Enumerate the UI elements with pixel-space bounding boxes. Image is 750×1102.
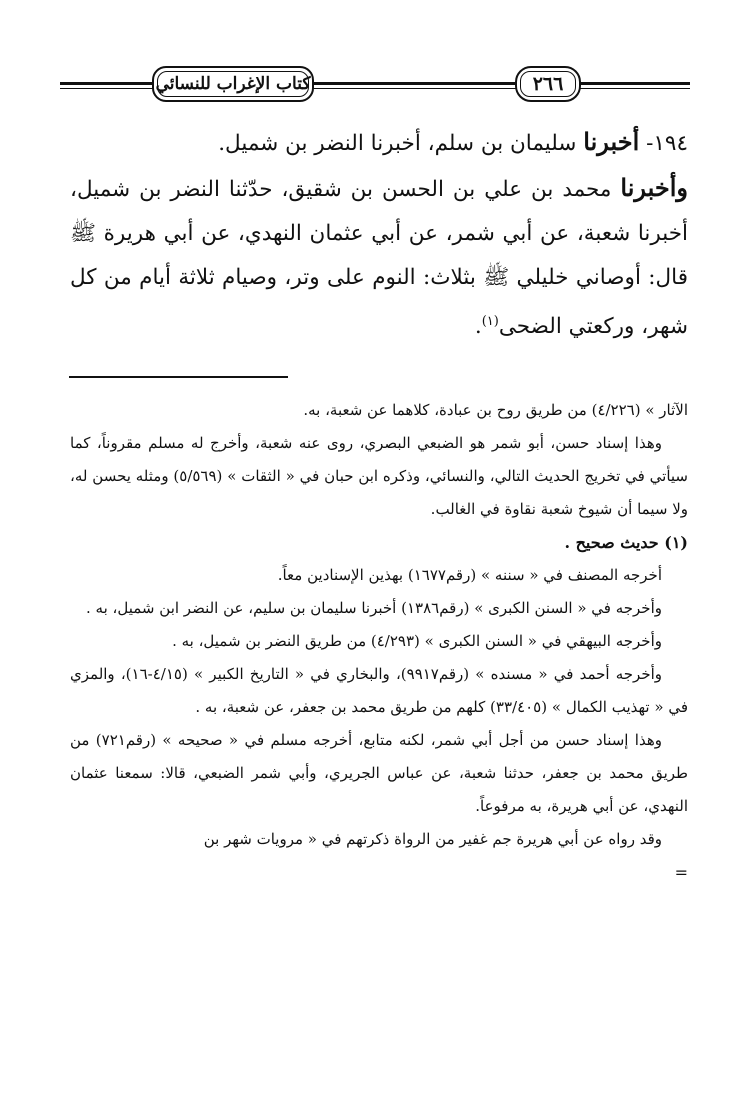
footnote-paragraph: وأخرجه في « السنن الكبرى » (رقم١٣٨٦) أخبرنا سليمان بن سليم، عن النضر ابن شميل، به . xyxy=(86,599,662,617)
hadith-number: ١٩٤- xyxy=(639,131,688,156)
hadith-194-chain xyxy=(70,166,688,349)
footnote-paragraph: وأخرجه أحمد في « مسنده » (رقم٩٩١٧)، والبخاري في « التاريخ الكبير » (٤/١٥-١٦)، والمزي في « تهذيب الكمال » (٣٣/٤٠٥) كلهم من طريق محمد بن جعفر، عن شعبة، به . xyxy=(70,665,688,716)
page-number: ٢٦٦ xyxy=(515,66,581,102)
period: . xyxy=(474,314,482,340)
footnote-marker: (١) xyxy=(481,314,499,329)
footnote-separator xyxy=(69,376,288,378)
footnote-heading: (١) حديث صحيح . xyxy=(564,533,688,552)
continuation-mark: = xyxy=(674,863,688,882)
main-text xyxy=(70,120,688,349)
hadith-194-text: سليمان بن سلم، أخبرنا النضر بن شميل. xyxy=(218,131,584,156)
footnote-paragraph: أخرجه المصنف في « سننه » (رقم١٦٧٧) بهذين الإسنادين معاً. xyxy=(277,566,662,584)
book-title: كتاب الإغراب للنسائي xyxy=(152,66,314,102)
footnote-paragraph: وهذا إسناد حسن، أبو شمر هو الضبعي البصري، روى عنه شعبة، وأخرج له مسلم مقروناً، كما سيأتي في تخريج الحديث التالي، والنسائي، وذكره ابن حبان في « الثقات » (٥/٥٦٩) ومثله يحسن له، ولا سيما أن شيوخ شعبة نقاوة في الغالب. xyxy=(70,434,688,518)
footnote-line: الآثار » (٤/٢٢٦) من طريق روح بن عبادة، كلاهما عن شعبة، به. xyxy=(303,401,688,419)
footnotes xyxy=(70,394,688,889)
keyword-wa-akhbarana: وأخبرنا xyxy=(620,173,688,202)
footnote-paragraph: وأخرجه البيهقي في « السنن الكبرى » (٤/٢٩٣) من طريق النضر بن شميل، به . xyxy=(172,632,662,650)
keyword-akhbarana: أخبرنا xyxy=(583,127,640,156)
footnote-paragraph: وقد رواه عن أبي هريرة جم غفير من الرواة ذكرتهم في « مرويات شهر بن xyxy=(203,830,662,848)
hadith-194-chain-text: محمد بن علي بن الحسن بن شقيق، حدّثنا النضر بن شميل، أخبرنا شعبة، عن أبي شمر، عن أبي عثمان النهدي، عن أبي هريرة ﷺ قال: أوصاني خليلي ﷺ بثلاث: النوم على وتر، وصيام ثلاثة أيام من كل شهر، وركعتي الضحى xyxy=(70,177,688,340)
page-header xyxy=(60,58,690,108)
hadith-194 xyxy=(70,120,688,166)
footnote-paragraph: وهذا إسناد حسن من أجل أبي شمر، لكنه متابع، أخرجه مسلم في « صحيحه » (رقم٧٢١) من طريق محمد بن جعفر، حدثنا شعبة، عن عباس الجريري، وأبي شمر الضبعي، قالا: سمعنا عثمان النهدي، عن أبي هريرة، به مرفوعاً. xyxy=(70,731,688,815)
